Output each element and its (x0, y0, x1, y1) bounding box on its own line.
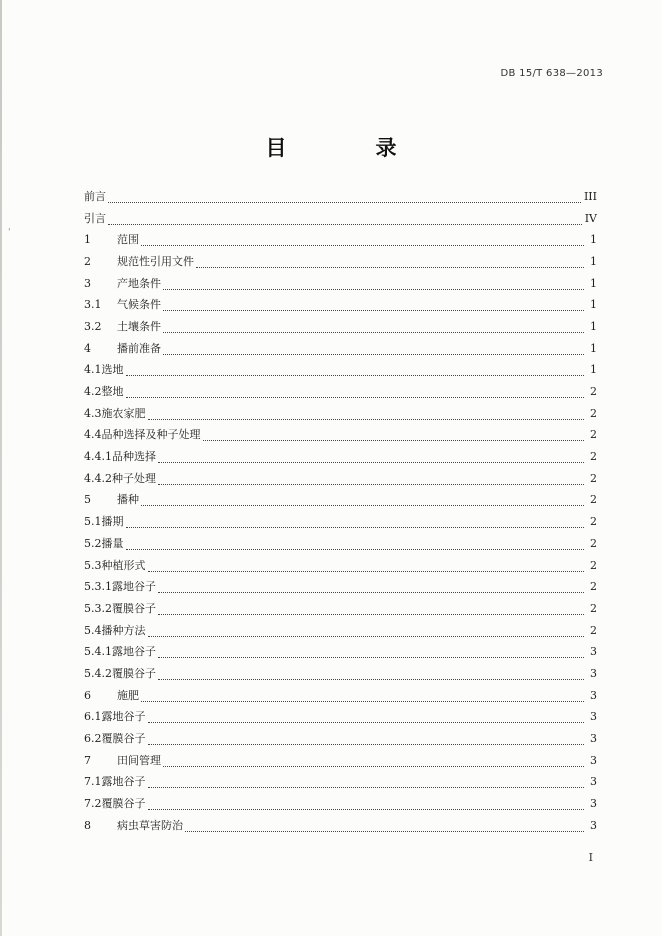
toc-entry[interactable] (84, 641, 597, 663)
toc-entry[interactable] (84, 251, 597, 273)
toc-entry[interactable] (84, 555, 597, 577)
toc-entry-label: 露地谷子 (101, 710, 146, 724)
toc-entry-label: 种植形式 (101, 558, 146, 572)
toc-entry-label: 施肥 (117, 688, 139, 702)
toc-entry[interactable] (84, 425, 597, 447)
toc-entry-label: 选地 (101, 363, 124, 377)
toc-entry-number: 5.4.2 (84, 666, 112, 680)
toc-leader-dots (141, 692, 584, 702)
toc-entry-label: 播种方法 (101, 623, 146, 637)
toc-leader-dots (163, 301, 584, 311)
toc-entry-page: 3 (590, 710, 597, 724)
toc-entry-number: 4.2 (84, 385, 102, 399)
toc-entry-label: 露地谷子 (101, 775, 146, 789)
toc-entry[interactable] (84, 511, 597, 533)
toc-entry-label: 播期 (101, 515, 124, 529)
toc-leader-dots (163, 280, 584, 290)
toc-entry-page: 2 (590, 515, 597, 529)
toc-entry-number: 7.2 (84, 797, 102, 811)
toc-entry-number: 8 (84, 818, 91, 832)
toc-leader-dots (126, 388, 585, 398)
toc-leader-dots (196, 258, 584, 268)
toc-leader-dots (148, 713, 585, 723)
toc-entry-number: 6 (84, 688, 91, 702)
toc-entry-page: 2 (590, 536, 597, 550)
toc-entry-page: 2 (590, 558, 597, 572)
toc-leader-dots (158, 605, 584, 615)
toc-entry-label: 气候条件 (117, 298, 161, 312)
toc-entry-page: 2 (590, 580, 597, 594)
page-title: 目 录 (265, 136, 431, 160)
scan-mark: ' (8, 228, 11, 238)
toc-entry-page: 1 (590, 363, 597, 377)
toc-entry-label: 播前准备 (117, 341, 161, 355)
toc-entry-page: 2 (590, 623, 597, 637)
toc-entry-label: 病虫草害防治 (117, 818, 183, 832)
toc-entry-label: 品种选择及种子处理 (101, 428, 201, 442)
toc-leader-dots (163, 323, 584, 333)
toc-entry-page: 3 (590, 818, 597, 832)
toc-entry-label: 前言 (84, 189, 106, 203)
toc-entry-label: 整地 (101, 385, 124, 399)
toc-entry-page: 1 (590, 341, 597, 355)
toc-entry[interactable] (84, 815, 597, 837)
toc-entry[interactable] (84, 468, 597, 490)
toc-entry-page: 3 (590, 666, 597, 680)
toc-entry[interactable] (84, 229, 597, 251)
toc-entry-number: 5.3 (84, 558, 102, 572)
toc-entry-page: 1 (590, 319, 597, 333)
toc-entry-number: 4 (84, 341, 91, 355)
toc-entry-page: 1 (590, 276, 597, 290)
toc-entry-label: 施农家肥 (101, 406, 146, 420)
toc-entry-label: 产地条件 (117, 276, 161, 290)
toc-leader-dots (148, 410, 585, 420)
toc-entry-page: 3 (590, 797, 597, 811)
toc-leader-dots (148, 800, 585, 810)
toc-leader-dots (158, 583, 584, 593)
table-of-contents (84, 186, 597, 837)
toc-entry[interactable] (84, 208, 597, 230)
toc-entry-page: IV (584, 211, 597, 225)
toc-leader-dots (126, 366, 585, 376)
toc-entry[interactable] (84, 490, 597, 512)
toc-leader-dots (203, 431, 585, 441)
toc-entry[interactable] (84, 707, 597, 729)
toc-entry-number: 4.4.2 (84, 471, 112, 485)
toc-entry-page: 3 (590, 645, 597, 659)
toc-entry-label: 土壤条件 (117, 319, 161, 333)
toc-entry-number: 6.2 (84, 732, 102, 746)
toc-entry-label: 覆膜谷子 (112, 666, 156, 680)
toc-entry-number: 5.3.1 (84, 580, 112, 594)
toc-entry-label: 引言 (84, 211, 106, 225)
toc-entry-label: 范围 (117, 233, 139, 247)
toc-entry-number: 3.2 (84, 319, 102, 333)
toc-entry[interactable] (84, 772, 597, 794)
toc-entry[interactable] (84, 294, 597, 316)
toc-entry[interactable] (84, 728, 597, 750)
toc-entry-label: 覆膜谷子 (112, 601, 156, 615)
toc-entry-page: 1 (590, 254, 597, 268)
toc-entry-label: 露地谷子 (112, 645, 156, 659)
toc-entry-page: 2 (590, 493, 597, 507)
toc-entry-page: III (583, 189, 597, 203)
toc-entry-number: 3 (84, 276, 91, 290)
toc-entry-page: 3 (590, 753, 597, 767)
toc-entry-page: 3 (590, 732, 597, 746)
toc-entry[interactable] (84, 598, 597, 620)
toc-leader-dots (185, 822, 584, 832)
toc-entry-label: 露地谷子 (112, 580, 156, 594)
toc-leader-dots (158, 475, 584, 485)
toc-entry-page: 1 (590, 233, 597, 247)
toc-entry-page: 2 (590, 601, 597, 615)
toc-entry-label: 田间管理 (117, 753, 161, 767)
toc-entry-number: 5.1 (84, 515, 102, 529)
toc-entry-label: 播量 (101, 536, 124, 550)
toc-entry[interactable] (84, 360, 597, 382)
toc-entry[interactable] (84, 620, 597, 642)
toc-entry[interactable] (84, 381, 597, 403)
toc-entry[interactable] (84, 273, 597, 295)
toc-leader-dots (163, 757, 584, 767)
toc-entry-number: 5 (84, 493, 91, 507)
toc-leader-dots (141, 496, 584, 506)
toc-leader-dots (141, 236, 584, 246)
toc-leader-dots (148, 627, 585, 637)
page-number: I (588, 851, 593, 864)
toc-entry-number: 7.1 (84, 775, 102, 789)
toc-entry[interactable] (84, 533, 597, 555)
toc-entry-page: 2 (590, 471, 597, 485)
toc-entry-label: 品种选择 (112, 450, 156, 464)
toc-entry-number: 4.4 (84, 428, 102, 442)
toc-entry-number: 4.1 (84, 363, 102, 377)
toc-leader-dots (126, 518, 585, 528)
toc-entry-number: 7 (84, 753, 91, 767)
toc-leader-dots (158, 453, 584, 463)
toc-entry[interactable] (84, 338, 597, 360)
toc-entry-page: 3 (590, 775, 597, 789)
toc-leader-dots (148, 735, 585, 745)
toc-entry[interactable] (84, 186, 597, 208)
toc-entry-label: 覆膜谷子 (101, 732, 146, 746)
toc-entry-number: 3.1 (84, 298, 102, 312)
toc-leader-dots (158, 670, 584, 680)
toc-entry-number: 1 (84, 233, 91, 247)
toc-leader-dots (126, 540, 585, 550)
toc-entry-label: 规范性引用文件 (117, 254, 194, 268)
document-id: DB 15/T 638—2013 (500, 68, 603, 79)
toc-entry-page: 2 (590, 406, 597, 420)
toc-leader-dots (148, 562, 585, 572)
toc-leader-dots (108, 193, 581, 203)
toc-entry-number: 5.3.2 (84, 601, 112, 615)
toc-leader-dots (148, 778, 585, 788)
toc-entry-label: 覆膜谷子 (101, 797, 146, 811)
toc-leader-dots (163, 345, 584, 355)
toc-entry[interactable] (84, 663, 597, 685)
toc-leader-dots (108, 215, 582, 225)
toc-entry[interactable] (84, 403, 597, 425)
toc-entry-page: 3 (590, 688, 597, 702)
toc-entry-page: 2 (590, 385, 597, 399)
toc-entry-number: 2 (84, 254, 91, 268)
toc-entry-number: 6.1 (84, 710, 102, 724)
toc-entry-number: 4.4.1 (84, 450, 112, 464)
toc-entry[interactable] (84, 750, 597, 772)
toc-entry-number: 4.3 (84, 406, 102, 420)
toc-entry-label: 种子处理 (112, 471, 156, 485)
toc-entry[interactable] (84, 793, 597, 815)
toc-entry-number: 5.2 (84, 536, 102, 550)
toc-entry-page: 1 (590, 298, 597, 312)
toc-entry[interactable] (84, 576, 597, 598)
toc-entry[interactable] (84, 685, 597, 707)
toc-entry[interactable] (84, 446, 597, 468)
toc-entry-label: 播种 (117, 493, 139, 507)
toc-entry[interactable] (84, 316, 597, 338)
toc-entry-number: 5.4.1 (84, 645, 112, 659)
toc-leader-dots (158, 648, 584, 658)
toc-entry-page: 2 (590, 428, 597, 442)
toc-entry-page: 2 (590, 450, 597, 464)
toc-entry-number: 5.4 (84, 623, 102, 637)
